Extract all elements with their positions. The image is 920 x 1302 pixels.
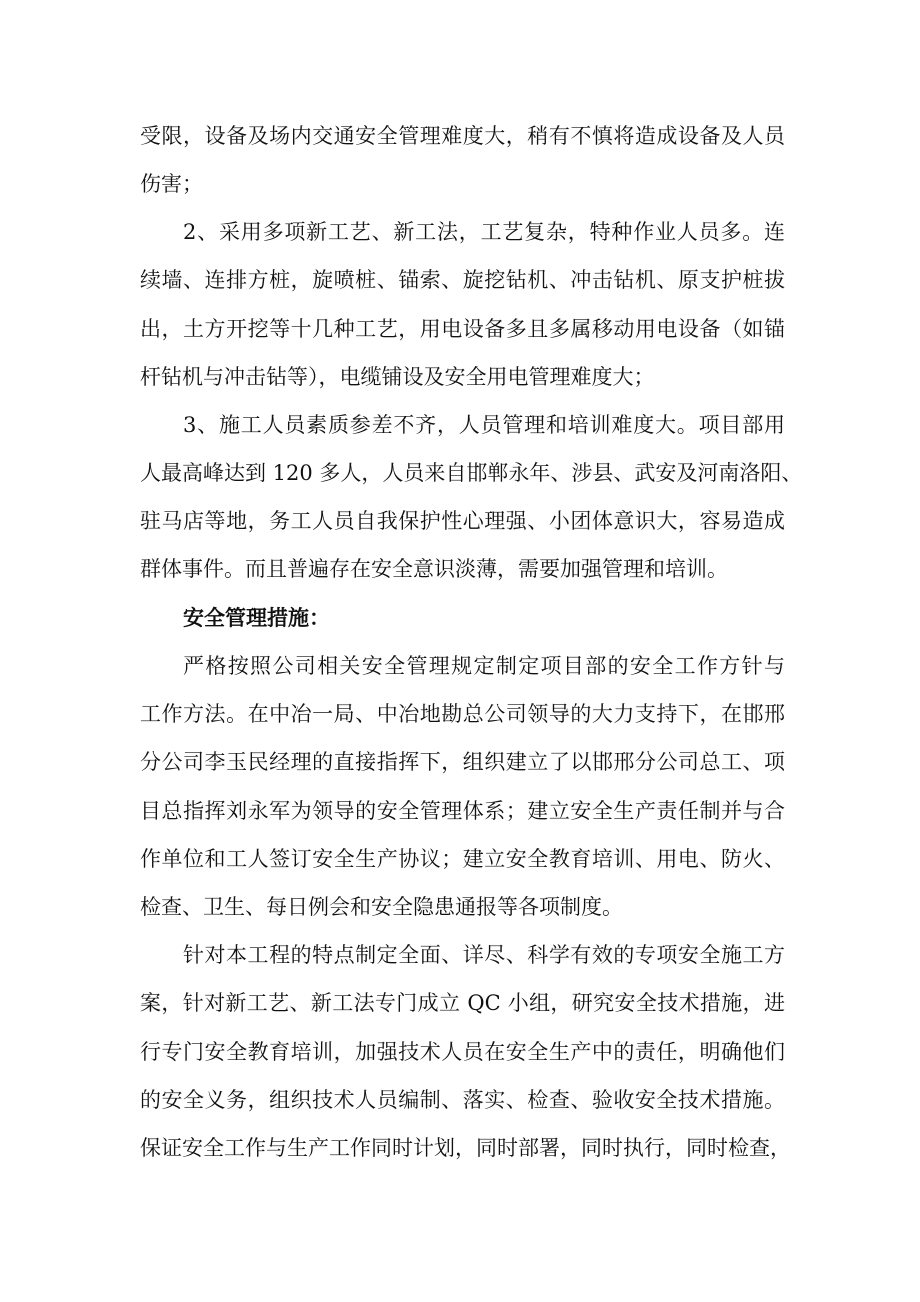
paragraph-line: 2、采用多项新工艺、新工法，工艺复杂，特种作业人员多。连: [183, 220, 785, 244]
paragraph-line: 保证安全工作与生产工作同时计划，同时部署，同时执行，同时检查，: [140, 1136, 791, 1160]
section-heading: 安全管理措施：: [183, 605, 330, 630]
paragraph-line: 的安全义务，组织技术人员编制、落实、检查、验收安全技术措施。: [140, 1088, 785, 1112]
paragraph-line: 受限，设备及场内交通安全管理难度大，稍有不慎将造成设备及人员: [140, 124, 785, 148]
paragraph-line: 行专门安全教育培训，加强技术人员在安全生产中的责任，明确他们: [140, 1040, 785, 1064]
paragraph-line: 严格按照公司相关安全管理规定制定项目部的安全工作方针与: [183, 654, 785, 678]
paragraph-line: 分公司李玉民经理的直接指挥下，组织建立了以邯邢分公司总工、项: [140, 750, 785, 774]
paragraph-line: 检查、卫生、每日例会和安全隐患通报等各项制度。: [140, 895, 623, 919]
paragraph-line: 3、施工人员素质参差不齐，人员管理和培训难度大。项目部用: [183, 413, 785, 437]
paragraph-line: 续墙、连排方桩，旋喷桩、锚索、旋挖钻机、冲击钻机、原支护桩拔: [140, 268, 785, 292]
paragraph-line: 工作方法。在中冶一局、中冶地勘总公司领导的大力支持下，在邯邢: [140, 702, 785, 726]
paragraph-line: 人最高峰达到 120 多人，人员来自邯郸永年、涉县、武安及河南洛阳、: [140, 461, 803, 485]
paragraph-line: 作单位和工人签订安全生产协议；建立安全教育培训、用电、防火、: [140, 847, 785, 871]
paragraph-line: 目总指挥刘永军为领导的安全管理体系；建立安全生产责任制并与合: [140, 799, 785, 823]
paragraph-line: 案，针对新工艺、新工法专门成立 QC 小组，研究安全技术措施，进: [140, 991, 785, 1015]
paragraph-line: 伤害；: [140, 172, 203, 196]
paragraph-line: 杆钻机与冲击钻等），电缆铺设及安全用电管理难度大；: [140, 365, 655, 389]
paragraph-line: 针对本工程的特点制定全面、详尽、科学有效的专项安全施工方: [183, 943, 785, 967]
paragraph-line: 出，土方开挖等十几种工艺，用电设备多且多属移动用电设备（如锚: [140, 317, 785, 341]
paragraph-line: 驻马店等地，务工人员自我保护性心理强、小团体意识大，容易造成: [140, 509, 785, 533]
paragraph-line: 群体事件。而且普遍存在安全意识淡薄，需要加强管理和培训。: [140, 557, 728, 581]
